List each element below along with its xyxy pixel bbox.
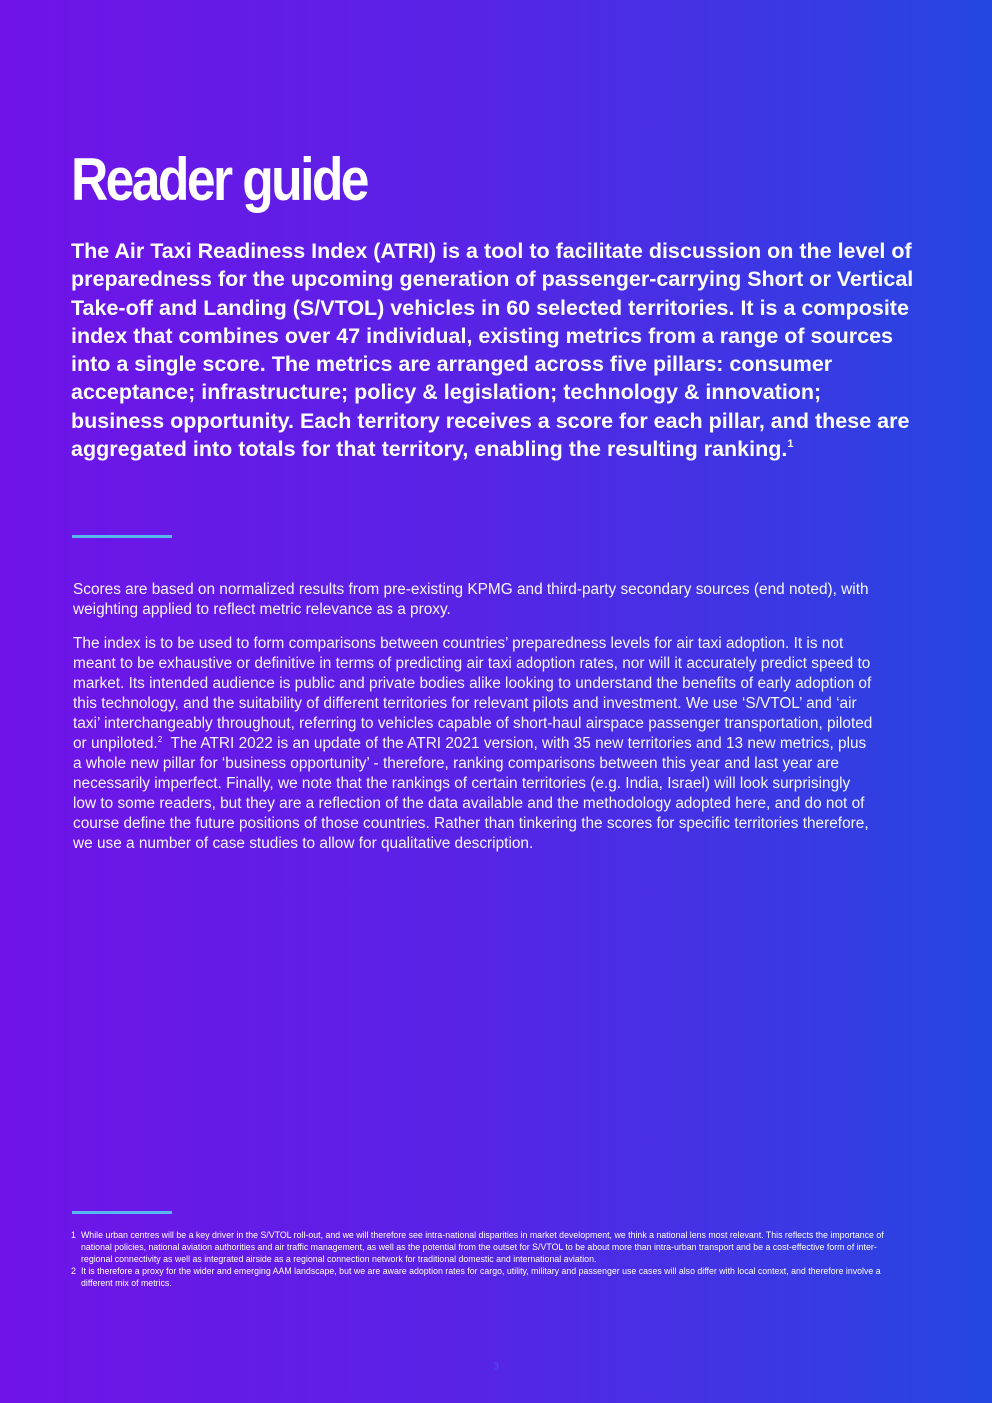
intro-paragraph: [71, 237, 919, 463]
footnote-ref-1[interactable]: 1: [787, 438, 794, 451]
intro-text: The Air Taxi Readiness Index (ATRI) is a tool to facilitate discussion on the level of preparedness for the upcoming generation of passenger-carrying Short or Vertical Take-off and Landing (S/VTOL) vehicles in 60 selected territories. It is a composite index that combines over 47 individual, existing metrics from a range of sources into a single score. The metrics are arranged across five pillars: consumer acceptance; infrastructure; policy & legislation; technology & innovation; business opportunity. Each territory receives a score for each pillar, and these are aggregated into totals for that territory, enabling the resulting ranking.: [71, 239, 914, 462]
footnote-1: [71, 1229, 903, 1265]
footnote-number: 1: [71, 1230, 76, 1240]
footnote-number: 2: [71, 1266, 76, 1276]
paragraph-index-usage-part-2: The ATRI 2022 is an update of the ATRI 2021 version, with 35 new territories and 13 new metrics, plus a whole new pillar for ‘business opportunity’ - therefore, ranking comparisons between this year and last year are necessarily imperfect. Finally, we note that the rankings of certain territories (e.g. India, Israel) will look surprisingly low to some readers, but they are a reflection of the data available and the methodology adopted here, and do not of course define the future positions of those countries. Rather than tinkering the scores for specific territories therefore, we use a number of case studies to allow for qualitative description.: [73, 735, 873, 852]
page-title: Reader guide: [71, 146, 367, 213]
body-text: [73, 580, 873, 868]
paragraph-index-usage: [73, 634, 873, 854]
footnote-2: [71, 1265, 903, 1289]
page-number: 3: [492, 1361, 500, 1373]
footnotes: [71, 1229, 903, 1289]
paragraph-scores: Scores are based on normalized results from pre-existing KPMG and third-party secondary sources (end noted), with weighting applied to reflect metric relevance as a proxy.: [73, 581, 869, 618]
accent-divider: [72, 535, 172, 538]
footnote-divider: [72, 1211, 172, 1214]
footnote-text: While urban centres will be a key driver in the S/VTOL roll-out, and we will therefore see intra-national disparities in market development, we think a national lens most relevant. This reflects the importance of national policies, national aviation authorities and air traffic management, as well as the potential from the outset for S/VTOL to be about more than intra-urban transport and be a cost-effective form of inter-regional connectivity as well as integrated airside as a regional connection network for traditional domestic and international aviation.: [81, 1230, 884, 1264]
footnote-ref-2[interactable]: 2: [157, 735, 163, 744]
paragraph-index-usage-part-1: The index is to be used to form comparisons between countries’ preparedness levels for air taxi adoption. It is not meant to be exhaustive or definitive in terms of predicting air taxi adoption rates, nor will it accurately predict speed to market. Its intended audience is public and private bodies alike looking to understand the benefits of early adoption of this technology, and the suitability of different territories for relevant pilots and investment. We use ‘S/VTOL’ and ‘air taxi’ interchangeably throughout, referring to vehicles capable of short-haul airspace passenger transportation, piloted or unpiloted.: [73, 635, 873, 752]
footnote-text: It is therefore a proxy for the wider and emerging AAM landscape, but we are aware adoption rates for cargo, utility, military and passenger use cases will also differ with local context, and therefore involve a different mix of metrics.: [81, 1266, 881, 1288]
